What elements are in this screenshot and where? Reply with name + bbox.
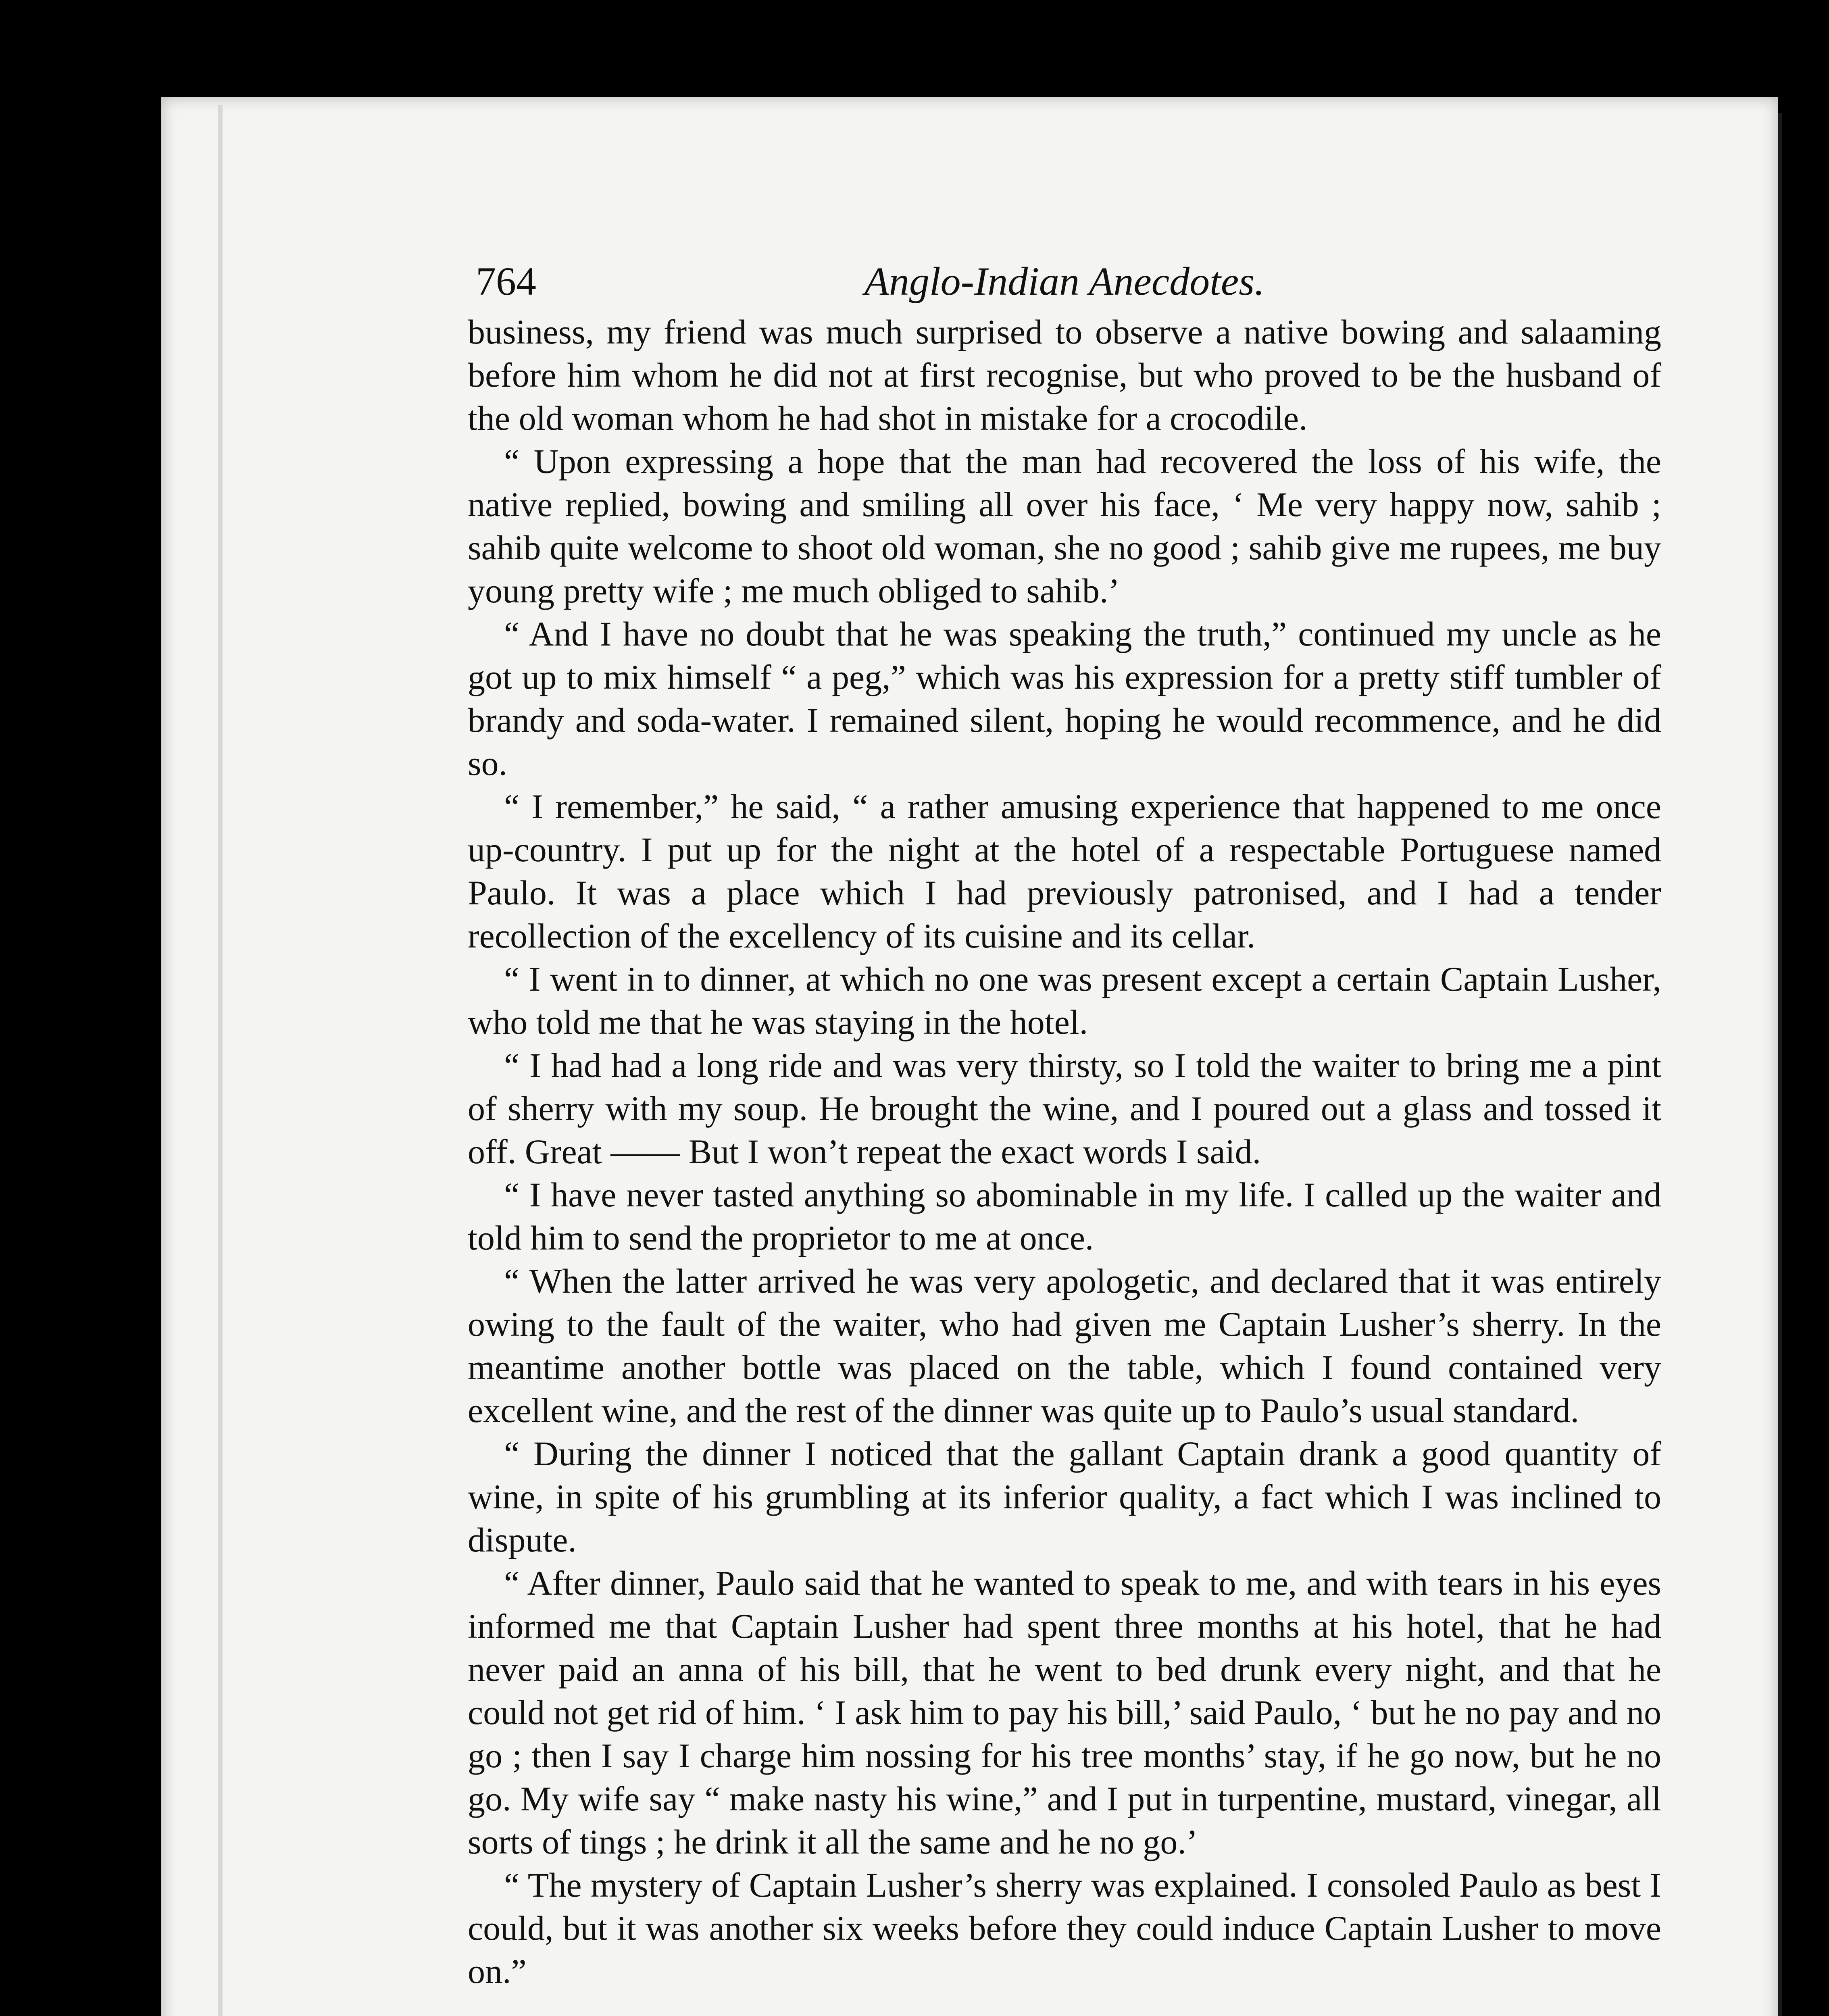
paragraph: “ After dinner, Paulo said that he wanted to speak to me, and with tears in his eyes informed me that Captain Lusher had spent three months at his hotel, that he had never paid an anna of his bill, that he went to bed drunk every night, and that he could not get rid of him. ‘ I ask him to pay his bill,’ said Paulo, ‘ but he no pay and no go ; then I say I charge him nossing for his tree months’ stay, if he go now, but he no go. My wife say “ make nasty his wine,” and I put in turpentine, mustard, vinegar, all sorts of tings ; he drink it all the same and he no go.’ (468, 1564, 1661, 1861)
paragraph: “ I had had a long ride and was very thirsty, so I told the waiter to bring me a pint of sherry with my soup. He brought the wine, and I poured out a glass and tossed it off. Great —— But I won’t repeat the exact words I said. (468, 1046, 1661, 1171)
paragraph: business, my friend was much surprised to observe a native bowing and salaaming before him whom he did not at first recognise, but who proved to be the husband of the old woman whom he had shot in mistake for a crocodile. (468, 312, 1661, 437)
page-text-block (468, 258, 1661, 1993)
paragraph: “ Upon expressing a hope that the man had recovered the loss of his wife, the native replied, bowing and smiling all over his face, ‘ Me very happy now, sahib ; sahib quite welcome to shoot old woman, she no good ; sahib give me rupees, me buy young pretty wife ; me much obliged to sahib.’ (468, 442, 1661, 610)
running-title: Anglo-Indian Anecdotes. (864, 259, 1265, 304)
paragraph: “ I went in to dinner, at which no one was present except a certain Captain Lusher, who told me that he was staying in the hotel. (468, 960, 1661, 1041)
paragraph: “ I have never tasted anything so abominable in my life. I called up the waiter and told him to send the proprietor to me at once. (468, 1175, 1661, 1257)
paragraph: “ When the latter arrived he was very apologetic, and declared that it was entirely owing to the fault of the waiter, who had given me Captain Lusher’s sherry. In the meantime another bottle was placed on the table, which I found contained very excellent wine, and the rest of the dinner was quite up to Paulo’s usual standard. (468, 1262, 1661, 1430)
paragraph: “ During the dinner I noticed that the gallant Captain drank a good quantity of wine, in spite of his grumbling at its inferior quality, a fact which I was inclined to dispute. (468, 1434, 1661, 1559)
paragraph: “ I remember,” he said, “ a rather amusing experience that happened to me once up-country. I put up for the night at the hotel of a respectable Portuguese named Paulo. It was a place which I had previously patronised, and I had a tender recollection of the excellency of its cuisine and its cellar. (468, 787, 1661, 955)
page-edge (218, 105, 223, 2016)
paragraph: “ The mystery of Captain Lusher’s sherry was explained. I consoled Paulo as best I could, but it was another six weeks before they could induce Captain Lusher to move on.” (468, 1866, 1661, 1991)
running-head (468, 258, 1661, 310)
paragraph: “ And I have no doubt that he was speaking the truth,” continued my uncle as he got up to mix himself “ a peg,” which was his expression for a pretty stiff tumbler of brandy and soda-water. I remained silent, hoping he would recommence, and he did so. (468, 614, 1661, 783)
page-number: 764 (476, 259, 536, 304)
